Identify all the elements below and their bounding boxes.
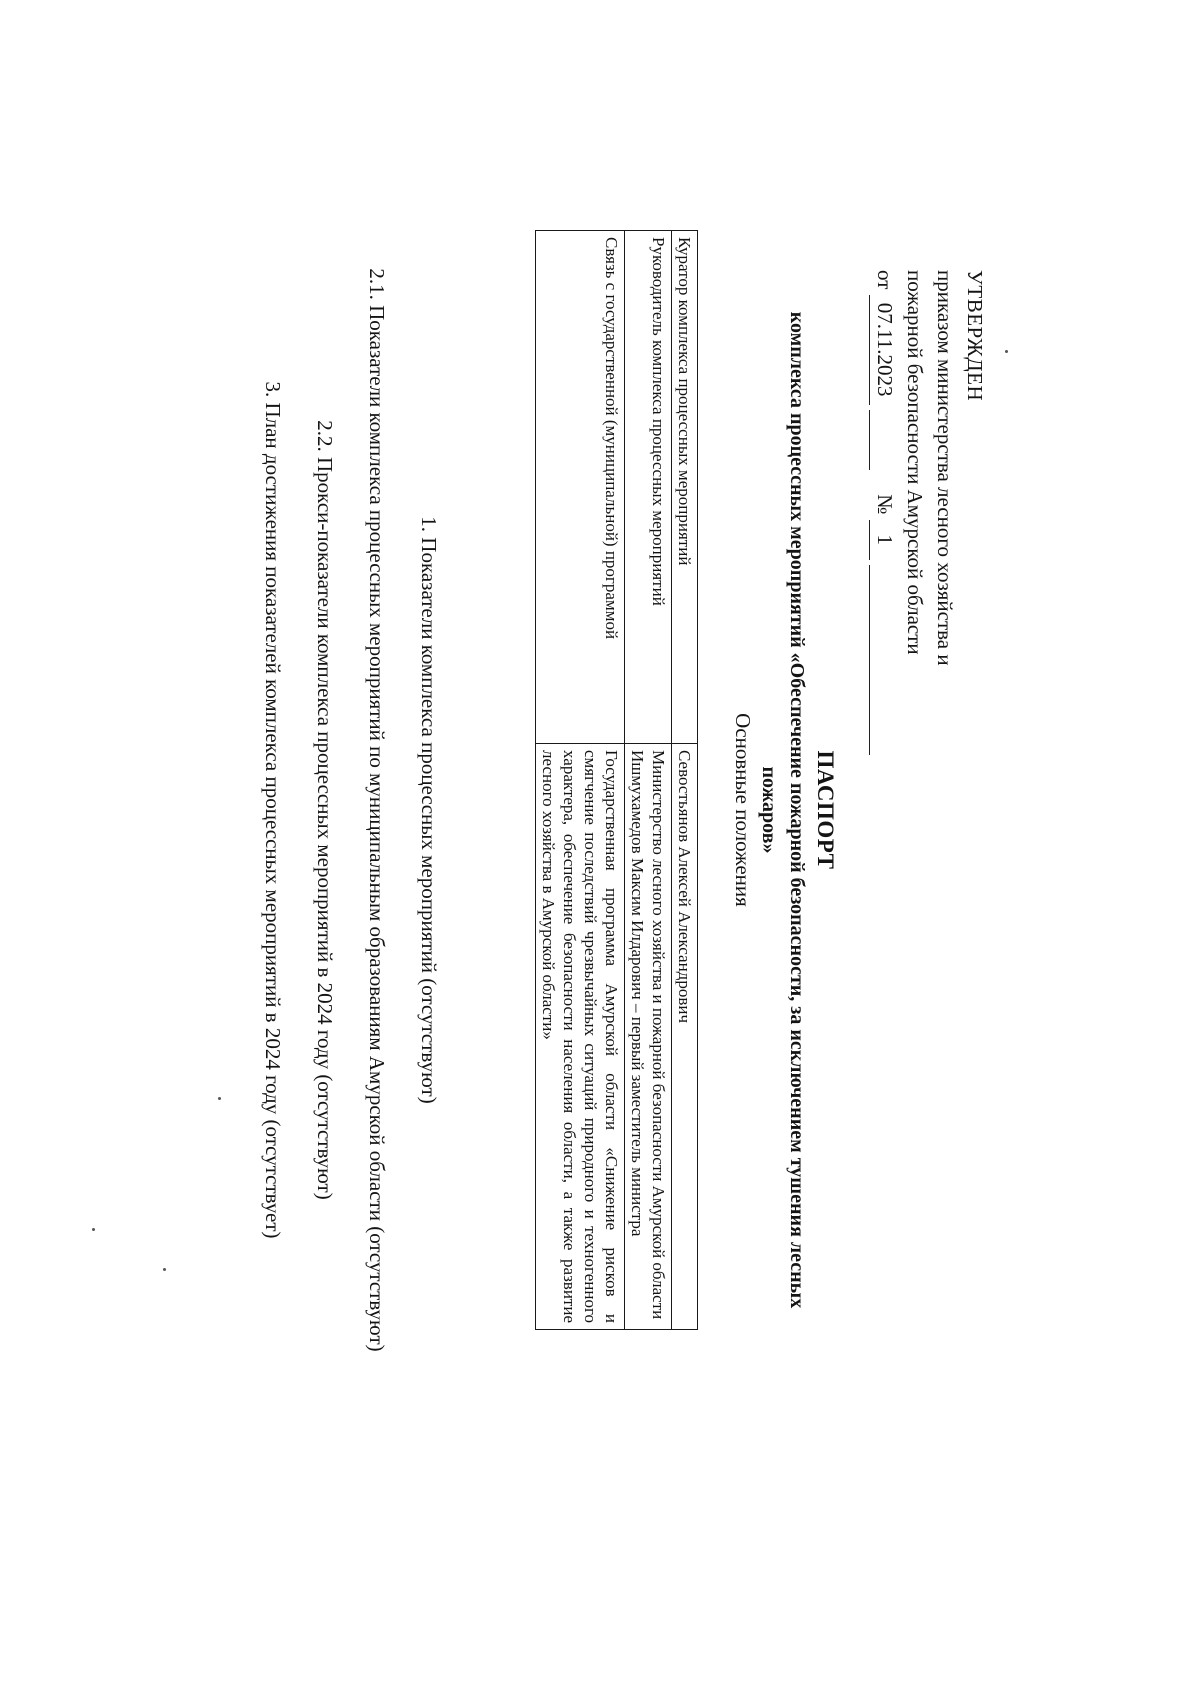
section-1-heading: 1. Показатели комплекса процессных мероприятий (отсутствуют) xyxy=(417,516,441,1104)
document-title: ПАСПОРТ xyxy=(813,750,838,870)
table-cell-label: Связь с государственной (муниципальной) программой xyxy=(536,231,625,744)
approval-date: 07.11.2023 xyxy=(869,295,900,405)
table-row xyxy=(536,231,625,1330)
section-2-1-heading: 2.1. Показатели комплекса процессных мероприятий по муниципальным образованиям Амурской области (отсутствуют) xyxy=(365,268,389,1352)
signature-line xyxy=(869,565,892,755)
approval-line-1: приказом министерства лесного хозяйства и xyxy=(933,270,957,666)
approval-line-2: пожарной безопасности Амурской области xyxy=(903,270,927,655)
approval-block xyxy=(869,270,990,970)
number-label: № xyxy=(873,494,897,515)
rotated-document-page xyxy=(150,110,1050,1510)
passport-table xyxy=(535,230,698,1330)
document-subtitle-line-2: пожаров» xyxy=(758,766,780,854)
document-subtitle-line-1: комплекса процессных мероприятий «Обеспечение пожарной безопасности, за исключением тушения лесных xyxy=(786,311,808,1309)
document-title-block xyxy=(730,110,838,1510)
section-2-2-heading: 2.2. Прокси-показатели комплекса процессных мероприятий в 2024 году (отсутствуют) xyxy=(313,420,337,1200)
scan-speck xyxy=(1005,350,1008,353)
table-cell-label: Куратор комплекса процессных мероприятий xyxy=(672,231,698,744)
section-3-heading: 3. План достижения показателей комплекса процессных мероприятий в 2024 году (отсутствует) xyxy=(261,381,285,1239)
scan-speck xyxy=(92,1228,95,1231)
from-label: от xyxy=(873,270,897,290)
table-row xyxy=(625,231,672,1330)
approval-number: 1 xyxy=(869,520,900,560)
approval-date-line xyxy=(869,270,900,970)
value-line: Севостьянов Алексей Александрович xyxy=(675,750,694,1023)
table-cell-value xyxy=(672,744,698,1330)
value-line: Министерство лесного хозяйства и пожарной безопасности Амурской области xyxy=(649,750,668,1320)
section-heading: Основные положения xyxy=(731,713,755,907)
scan-speck xyxy=(163,1268,166,1271)
approval-heading: УТВЕРЖДЕН xyxy=(963,270,987,402)
table-cell-label: Руководитель комплекса процессных мероприятий xyxy=(625,231,672,744)
value-line: Ишмухамедов Максим Илдарович – первый заместитель министра xyxy=(628,750,647,1237)
date-underline xyxy=(869,410,892,470)
table-cell-value xyxy=(625,744,672,1330)
table-cell-value xyxy=(536,744,625,1330)
value-line: Государственная программа Амурской области «Снижение рисков и смягчение последствий чрезвычайных ситуаций природного и техногенного характера, обеспечение безопасности населения области, а также развитие лесного хозяйства в Амурской области» xyxy=(539,750,621,1323)
table-row xyxy=(672,231,698,1330)
scan-speck xyxy=(218,1097,221,1100)
